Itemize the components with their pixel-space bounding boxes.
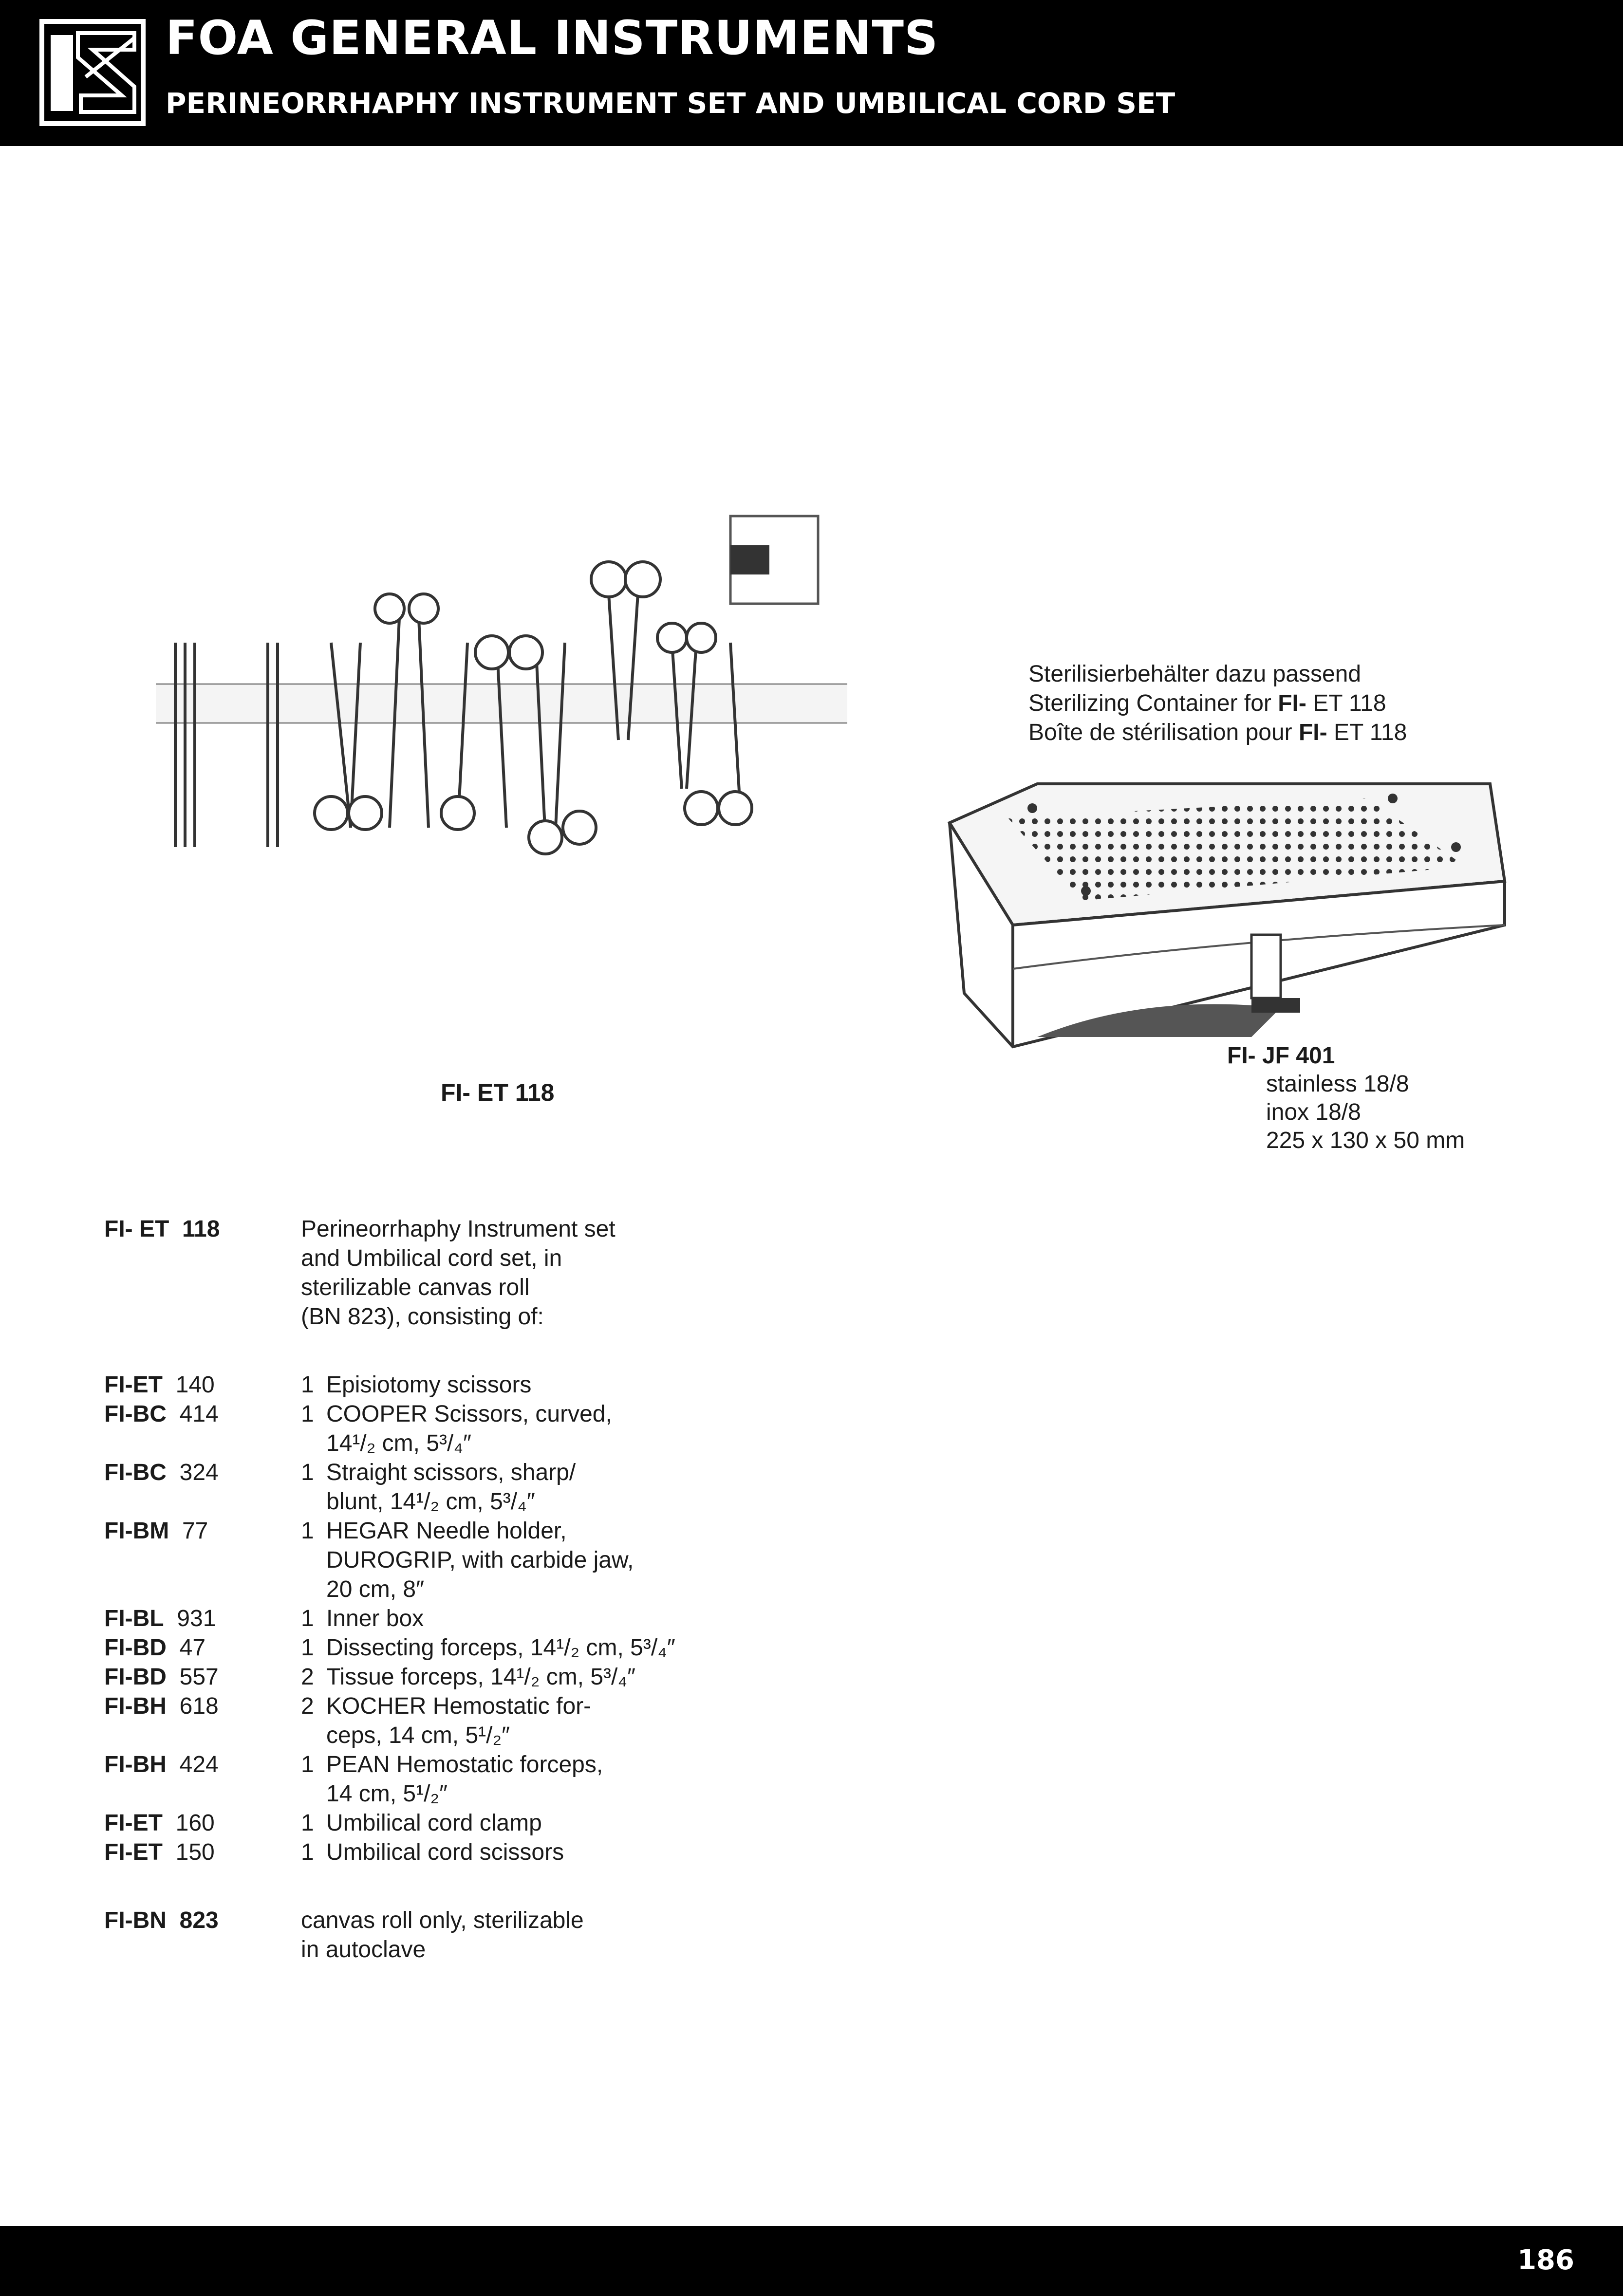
item-description: 1 Episiotomy scissors — [301, 1370, 739, 1400]
canvas-description: canvas roll only, sterilizable in autoclave — [301, 1907, 584, 1963]
container-dimensions: 225 x 130 x 50 mm — [1266, 1128, 1465, 1153]
list-item — [104, 1750, 786, 1809]
canvas-row — [104, 1906, 786, 1964]
instrument-set-caption: FI- ET 118 — [441, 1079, 555, 1106]
list-item — [104, 1692, 786, 1750]
set-description: Perineorrhaphy Instrument set and Umbilical cord set, in sterilizable canvas roll (BN 823), consisting of: — [301, 1216, 616, 1330]
list-item — [104, 1633, 786, 1663]
item-quantity: 1 — [301, 1460, 314, 1485]
item-description: 1 Dissecting forceps, 14¹/₂ cm, 5³/₄″ — [301, 1633, 739, 1663]
item-code: FI-BD 557 — [104, 1664, 219, 1690]
item-description: 1 PEAN Hemostatic forceps, 14 cm, 5¹/₂″ — [301, 1750, 739, 1809]
list-item — [104, 1400, 786, 1458]
instrument-set-image — [156, 497, 847, 886]
item-quantity: 2 — [301, 1693, 314, 1719]
container-material: stainless 18/8 — [1266, 1071, 1409, 1097]
canvas-code: FI-BN 823 — [104, 1907, 219, 1933]
item-code: FI-BD 47 — [104, 1635, 206, 1661]
item-quantity: 1 — [301, 1401, 314, 1427]
item-code: FI-BC 324 — [104, 1460, 219, 1485]
item-description: 2 Tissue forceps, 14¹/₂ cm, 5³/₄″ — [301, 1663, 739, 1692]
item-code: FI-BM 77 — [104, 1518, 208, 1544]
page-subtitle: PERINEORRHAPHY INSTRUMENT SET AND UMBILICAL CORD SET — [166, 87, 1175, 120]
list-item — [104, 1458, 786, 1517]
item-code: FI-BC 414 — [104, 1401, 219, 1427]
item-description: 2 KOCHER Hemostatic for- ceps, 14 cm, 5¹/₂″ — [301, 1692, 739, 1750]
component-list — [104, 1370, 786, 1867]
sterilizing-container-image — [940, 764, 1514, 1056]
container-material-fr: inox 18/8 — [1266, 1099, 1361, 1125]
list-item — [104, 1809, 786, 1838]
list-item — [104, 1604, 786, 1633]
item-quantity: 1 — [301, 1372, 314, 1398]
item-code: FI-ET 140 — [104, 1372, 215, 1398]
item-quantity: 1 — [301, 1810, 314, 1836]
set-code: FI- ET 118 — [104, 1216, 220, 1242]
item-description: 1 Umbilical cord scissors — [301, 1838, 739, 1867]
item-quantity: 2 — [301, 1664, 314, 1690]
foa-logo-icon — [39, 19, 146, 127]
brand-title: FOA GENERAL INSTRUMENTS — [166, 11, 939, 65]
item-description: 1 Inner box — [301, 1604, 739, 1633]
item-quantity: 1 — [301, 1635, 314, 1661]
page-footer — [0, 2226, 1623, 2296]
list-item — [104, 1517, 786, 1604]
item-code: FI-BH 618 — [104, 1693, 219, 1719]
item-description: 1 COOPER Scissors, curved, 14¹/₂ cm, 5³/₄″ — [301, 1400, 739, 1458]
container-code: FI- JF 401 — [1227, 1043, 1335, 1069]
container-description — [1028, 660, 1407, 747]
item-quantity: 1 — [301, 1606, 314, 1631]
item-quantity: 1 — [301, 1839, 314, 1865]
item-code: FI-ET 160 — [104, 1810, 215, 1836]
item-quantity: 1 — [301, 1752, 314, 1778]
item-description: 1 Umbilical cord clamp — [301, 1809, 739, 1838]
page-number: 186 — [1517, 2244, 1574, 2276]
item-code: FI-ET 150 — [104, 1839, 215, 1865]
item-code: FI-BL 931 — [104, 1606, 216, 1631]
list-item — [104, 1663, 786, 1692]
container-spec — [1227, 1042, 1465, 1155]
item-description: 1 HEGAR Needle holder, DUROGRIP, with carbide jaw, 20 cm, 8″ — [301, 1517, 739, 1604]
list-item — [104, 1370, 786, 1400]
item-quantity: 1 — [301, 1518, 314, 1544]
item-code: FI-BH 424 — [104, 1752, 219, 1778]
container-intro-fr: Boîte de stérilisation pour FI- ET 118 — [1028, 720, 1407, 745]
list-item — [104, 1838, 786, 1867]
page-header — [0, 0, 1623, 146]
container-intro-en: Sterilizing Container for FI- ET 118 — [1028, 690, 1386, 716]
item-description: 1 Straight scissors, sharp/ blunt, 14¹/₂ cm, 5³/₄″ — [301, 1458, 739, 1517]
item-list — [104, 1215, 786, 1964]
container-intro-de: Sterilisierbehälter dazu passend — [1028, 661, 1362, 687]
set-row — [104, 1215, 786, 1332]
